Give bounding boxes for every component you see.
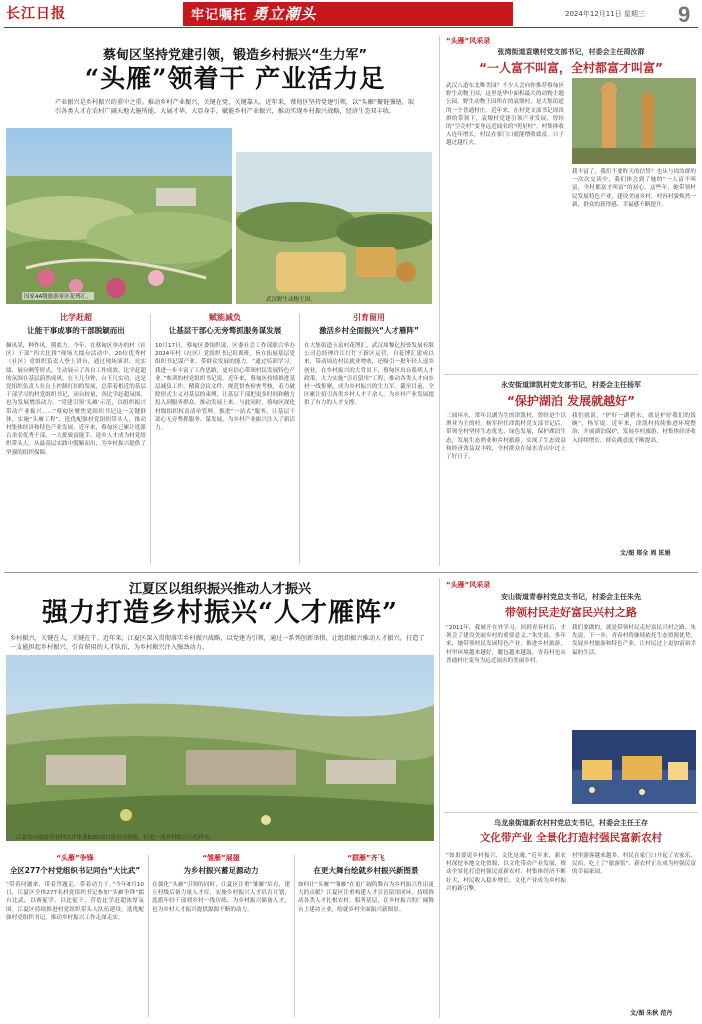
column-divider bbox=[299, 314, 300, 564]
story1-photo-flower-expo bbox=[6, 128, 232, 304]
story1-lead: 产业振兴是乡村振兴的重中之重。推动乡村产业振兴，关键在党，关键靠人。近年来，蔡甸区坚持党建引领，以“头雁”聚链强链、取引各类人才在农村广阔天地大施所能，大展才华，大显身手，赋能乡村产业振兴，推动实现乡村振兴战略，经济生态双丰收。 bbox=[55, 99, 415, 115]
qingchun-village-image bbox=[6, 655, 434, 841]
flower-expo-image bbox=[6, 128, 232, 304]
story2-subheading: “一人富不叫富，全村都富才叫富” bbox=[479, 61, 663, 75]
story1-col1 bbox=[6, 312, 146, 590]
section-divider bbox=[439, 578, 440, 1018]
page-number: 9 bbox=[678, 2, 691, 27]
story1-photo-wildlife bbox=[236, 152, 432, 304]
story4-col3-body: 如何让“头雁”“雏雁”在更广阔的舞台为乡村振兴作出更大的贡献？江夏区注重构建人才引育留用闭环，持续推动各类人才扎根农村、服务基层，在乡村振兴的广阔舞台上建功立业，绘就乡村全面振兴新图景。 bbox=[298, 882, 434, 913]
col1-subheading: 让能干事成事的干部脱颖而出 bbox=[27, 326, 125, 335]
section-rule bbox=[4, 572, 698, 573]
newspaper-logo: 长江日报 bbox=[6, 6, 66, 22]
story4-col1-tag: “头雁”争锋 bbox=[56, 854, 94, 862]
masthead bbox=[0, 0, 702, 28]
story4-col2-tag: “雏雁”展翅 bbox=[202, 854, 240, 862]
wildlife-park-image bbox=[236, 152, 432, 304]
story6-heading: 乌龙泉街道新农村村党总支书记，村委会主任王存 bbox=[494, 819, 648, 827]
story4-col3-tag: “群雁”齐飞 bbox=[347, 854, 385, 862]
story1-kicker: 蔡甸区坚持党建引领，锻造乡村振兴“生力军” bbox=[102, 48, 368, 63]
story4-col2-body: 在强化“头雁”引领的同时，江夏区注重“雏雁”培育，建立村级后备力量人才库，实施乡村振兴人才培育计划，选派年轻干部到乡村一线历练，为乡村振兴储备人才，也为乡村人才振兴提供源源不断的动力。 bbox=[152, 882, 290, 913]
col2-body: 10月17日，蔡甸区委组织部，区委社会工作部联合举办2024年村（社区）党组织书记培训班，旨在拓展基层党组织书记谋产业、带群众发展的能力。“通过培训学习，我进一步丰富了工作思路，更有信心带领村民发展特色产业。”参训的村党组织书记说。近年来，蔡甸区持续推进基层减负工作，精简会议文件、规范督查检查考核，着力破除形式主义对基层的束缚，让基层干部把更多时间和精力投入到服务群众、推动发展上来。与此同时，蔡甸区深化村级组织权责清单管理，推进“一站式”服务，让基层干部心无旁骛抓服务、谋发展，为乡村产业振兴注入了新活力。 bbox=[155, 343, 295, 432]
story1-col2 bbox=[155, 312, 295, 590]
col1-heading: 比学赶超 bbox=[60, 313, 92, 322]
story4-col2-subheading: 为乡村振兴蓄足源动力 bbox=[183, 866, 259, 875]
story5-col-b: 我们要做的，就是带领村民走好富民兴村之路。朱先说，下一步，青春村将继续依托生态资源优势，发展乡村旅游和特色产业，让村民过上更加富裕幸福的生活。 bbox=[572, 625, 696, 656]
col2-heading: 赋能减负 bbox=[209, 313, 241, 322]
col3-body: 在大集街道玉泉村花博汇，武汉周黎亿投资发展有限公司总经理许江红忙于新区运营。自花博汇建成以来，带动周边村民就业增收，还吸引一批年轻人返乡创业。在乡村振兴的大背景下，蔡甸区出台系列人才政策，大力实施“引育留用”工程，推动各类人才向乡村一线集聚，成为乡村振兴的生力军。截至目前，全区累计招引各类乡村人才千余人，为乡村产业发展提供了有力的人才支撑。 bbox=[304, 343, 434, 407]
story2-photo bbox=[572, 78, 696, 164]
story5-heading: 安山街道青春村党总支书记，村委会主任朱先 bbox=[501, 593, 641, 601]
story3-col-a: 三面环水，常年以湖为生的津凯村，曾经是个以渔业为主的村。杨军担任津凯村党支部书记后，带领全村坚持生态优先、绿色发展，保护湖泊生态，发展生态渔业和乡村旅游，实现了生态效益和经济效益双丰收，全村群众在绿水青山中过上了好日子。 bbox=[446, 413, 566, 461]
story2-col-b: 我不富了，我们不要昨天的信誓？也从与周汝群的一次次交谈中，我们体会到了她的“一人富不叫富，全村都富才叫富”的初心。这些年，她带领村民发展特色产业，建设美丽乡村，村容村貌焕然一新，群众的获得感、幸福感不断提升。 bbox=[572, 169, 696, 208]
story3-col-b: 我们就说，“护好一湖碧水，就是护好我们的饭碗”，杨军说。近年来，津凯村持续推进环境整治，开展湖泊保护，发展乡村旅游，村集体经济收入持续增长，群众满意度不断提高。 bbox=[572, 413, 696, 444]
story2-col-a: 武汉八道东北唯美园？不少人会向你推荐蔡甸区野生动物王国，这里是华中面积最大的动物主题公园。野生动物王国所在的袁墩村，是大集街道的一个普通村庄。近年来，在村党支部书记周汝群的带领下，袁墩村党建引领产业发展，曾经的“空壳村”变身远近闻名的“明星村”。村集体收入连年增长，村民在家门口就能增收致富，日子越过越红火。 bbox=[446, 83, 564, 147]
story6-subheading: 文化带产业 全景化打造村强民富新农村 bbox=[479, 832, 663, 844]
story5-photo bbox=[572, 730, 696, 804]
column-title: 牢记嘱托 bbox=[191, 8, 248, 23]
col3-subheading: 激活乡村全面振兴“人才雁阵” bbox=[319, 326, 419, 335]
column-divider bbox=[294, 855, 295, 1017]
masthead-rule bbox=[4, 27, 698, 28]
story3-heading: 永安街道津凯村党支部书记，村委会主任杨军 bbox=[501, 381, 641, 389]
story3-subheading: “保护湖泊 发展就越好” bbox=[507, 394, 635, 408]
story4-photo bbox=[6, 655, 434, 841]
column-divider bbox=[148, 855, 149, 1017]
story4-col1-body: “带着问题来，带着答题走，带着动力干。”今年8月10日，江夏区全体277名村党组织书记参加“头雁争锋”擂台比武，以赛促学、以比促干，营造比学赶超浓厚氛围。江夏区持续推进村党组织带头人队伍建设，选优配强村党组织书记，推动乡村振兴工作走深走实。 bbox=[6, 882, 144, 921]
story1-col3 bbox=[304, 312, 434, 590]
section-divider bbox=[439, 36, 440, 566]
date: 2024年12月11日 bbox=[565, 10, 622, 18]
dateline bbox=[565, 9, 645, 19]
story4-photo-caption: 江夏安山街道青春村以并集通EOD项目建设为契机，打造一流乡村振兴示范样本。 bbox=[16, 835, 216, 841]
photo1-caption: 国家4A级旅游景区花博汇。 bbox=[24, 294, 92, 300]
story-divider bbox=[444, 374, 698, 375]
story4-col2 bbox=[152, 853, 290, 1021]
weekday: 星期三 bbox=[623, 10, 645, 18]
story6-col-a: “如果要说乡村振兴，文化是魂。”近年来，新农村深挖本地文化资源，以文化带动产业发展，推动全景化打造村强民富新农村。村集体经济不断壮大，村民收入稳步增长，文化产业成为乡村振兴的新引擎。 bbox=[446, 853, 566, 892]
village-night-image bbox=[572, 730, 696, 804]
story4-kicker: 江夏区以组织振兴推动人才振兴 bbox=[128, 582, 311, 597]
column-divider bbox=[150, 314, 151, 564]
column-banner bbox=[183, 2, 513, 26]
story5-tag: “头雁”风采录 bbox=[446, 581, 491, 589]
story4-headline: 强力打造乡村振兴“人才雁阵” bbox=[42, 598, 398, 628]
story1-headline: “头雁”领着干 产业活力足 bbox=[84, 64, 386, 93]
story4-col1-subheading: 全区277个村党组织书记同台“大比武” bbox=[9, 866, 141, 875]
story3-byline: 文/图 郑全 周 匡娟 bbox=[620, 550, 671, 557]
story2-heading: 张湾街道袁墩村党支部书记，村委会主任周汝群 bbox=[497, 48, 645, 56]
story4-col3 bbox=[298, 853, 434, 1021]
story4-col3-subheading: 在更大舞台绘就乡村振兴新图景 bbox=[313, 866, 419, 875]
photo2-caption: 武汉野生动物王国。 bbox=[266, 297, 316, 303]
story-divider bbox=[444, 812, 698, 813]
col1-body: 佩凤采，种作风，摸底力。今年，在蔡甸区举办的村（社区）干部“四大比拼”现场大擂台活动中，20位优秀村（社区）党组织负责人登上讲台，通过现场演讲、亮实绩、展台晒等形式，生动展示了各自工作成效。比学赶超的氛围在基层蔚然成风。在士几分钟，台下几实功，这是党组织负责人在台上控制打扣的发展，总带着相近的基层干部学习的村党组织书记，同台较量，各比学赶超氛围，也为发展增添动力。“党建引领‘头雁’示范，以组织振兴带动产业振兴……”蔡甸区聚焦党组织书记这一关键群体，实施“头雁工程”，选优配强村党组织带头人，推动村集体经济和特色产业发展。近年来，蔡甸区已累计选派百余名优秀干部，一大批致富能手、返乡人才成为村党组织带头人。从最基层实践中脱颖而出，为乡村振兴提供了坚强的组织保障。 bbox=[6, 343, 146, 456]
story4-col1 bbox=[6, 853, 144, 1021]
col3-heading: 引育留用 bbox=[353, 313, 385, 322]
story6-col-b: 村里游客越来越多，村民在家门口开起了农家乐、民宿，吃上了“旅游饭”，新农村正在成为村强民富的幸福家园。 bbox=[572, 853, 696, 876]
column-script: 勇立潮头 bbox=[252, 5, 317, 23]
col2-subheading: 让基层干部心无旁骛抓服务谋发展 bbox=[168, 326, 282, 335]
giraffe-photo-image bbox=[572, 78, 696, 164]
story5-col-a: “2011年，我被开在外学习，回到青春村后，才领会了建设美丽乡村的重要意义。”朱先说。多年来，她带领村民发展特色产业，推进乡村旅游，村里环境越来越好，腰包越来越鼓，青春村也从普通村庄变身为远近闻名的美丽乡村。 bbox=[446, 625, 566, 664]
story6-byline: 文/图 朱秋 范丹 bbox=[630, 1010, 673, 1017]
story4-lead: 乡村振兴，关键在人，关键在干。近年来，江夏区深入贯彻落实乡村振兴战略，以党建为引领，通过一系列创新举措，让组织振兴推动人才振兴，打造了一支能担起乡村振兴、引育留用的人才队伍，为乡村振兴注入强劲动力。 bbox=[10, 635, 425, 651]
story5-subheading: 带领村民走好富民兴村之路 bbox=[505, 606, 637, 619]
story2-tag: “头雁”风采录 bbox=[446, 37, 491, 45]
